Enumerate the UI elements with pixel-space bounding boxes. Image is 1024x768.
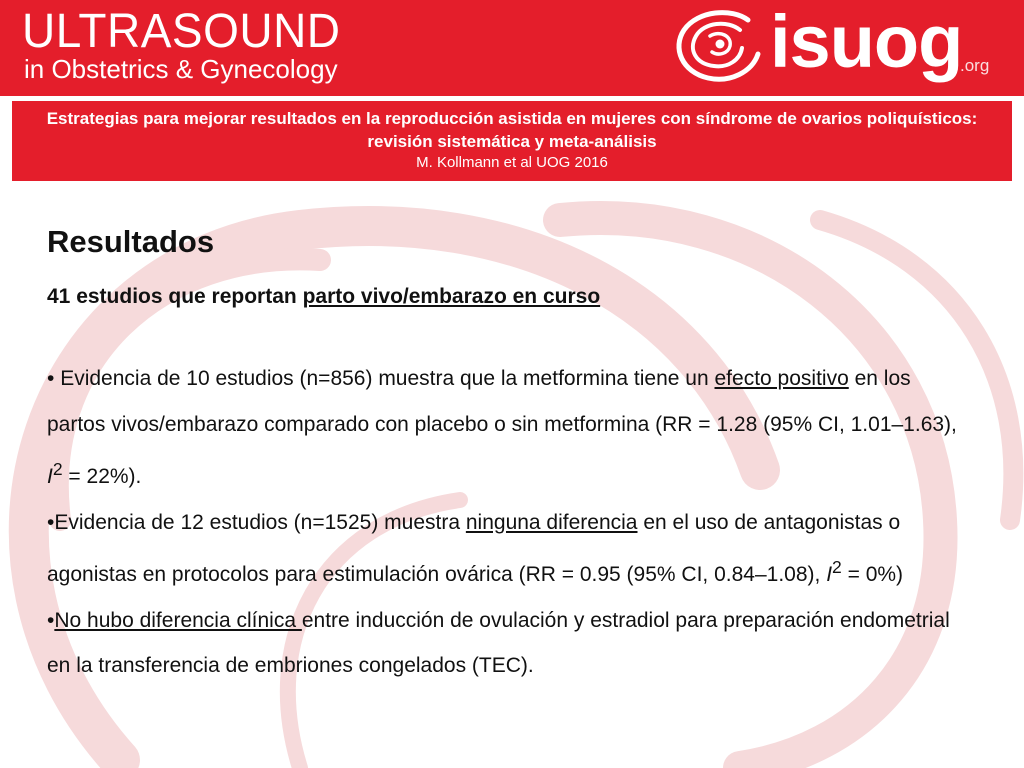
summary-prefix: 41 estudios que reportan xyxy=(47,285,303,308)
heterogeneity-value: = 0%) xyxy=(841,563,904,586)
journal-title: ULTRASOUND xyxy=(22,3,341,58)
result-highlight-underlined: ninguna diferencia xyxy=(465,510,638,534)
result-highlight-underlined: efecto positivo xyxy=(714,367,849,390)
heterogeneity-symbol: I xyxy=(47,465,53,488)
isuog-fetus-logo-icon xyxy=(674,6,764,86)
result-text: Evidencia de 12 estudios (n=1525) muestra xyxy=(54,510,466,534)
bullet: • xyxy=(47,510,55,534)
heterogeneity-symbol: I xyxy=(826,563,833,586)
result-highlight-underlined: No hubo diferencia clínica xyxy=(54,608,302,632)
result-text: entre inducción de ovulación y estradiol para preparación endometrial en la transferencia de embriones congelados (TEC). xyxy=(47,608,950,677)
journal-header-banner xyxy=(0,0,1024,96)
result-item-tec xyxy=(47,598,967,689)
heterogeneity-value: = 22%). xyxy=(62,465,142,488)
studies-summary xyxy=(47,283,967,311)
citation-author: M. Kollmann et al UOG 2016 xyxy=(416,154,608,171)
result-text: Evidencia de 10 estudios (n=856) muestra que la metformina tiene un xyxy=(60,367,715,390)
result-text: en el uso de antagonistas o agonistas en protocolos para estimulación ovárica (RR = 0.95 (95% CI, 0.84–1.08), xyxy=(47,510,901,586)
journal-subtitle: in Obstetrics & Gynecology xyxy=(24,54,338,84)
results-content xyxy=(47,222,967,689)
result-item-protocolos xyxy=(47,500,967,598)
isuog-logo-suffix: .org xyxy=(960,56,990,75)
citation-box xyxy=(12,101,1012,181)
citation-title: Estrategias para mejorar resultados en la reproducción asistida en mujeres con síndrome de ovarios poliquísticos: revisión sistemática y meta-análisis xyxy=(46,109,978,151)
bullet: • xyxy=(47,608,55,632)
summary-outcome-underlined: parto vivo/embarazo en curso xyxy=(302,285,601,308)
result-text: en los partos vivos/embarazo comparado con placebo o sin metformina (RR = 1.28 (95% CI, 1.01–1.63), xyxy=(47,367,957,436)
result-item-metformina xyxy=(47,356,967,500)
results-list xyxy=(47,356,967,689)
isuog-logo-text: isuog xyxy=(770,0,963,83)
section-title: Resultados xyxy=(47,224,215,259)
heterogeneity-exponent: 2 xyxy=(52,459,63,479)
heterogeneity-exponent: 2 xyxy=(832,557,842,577)
bullet: • xyxy=(47,367,61,390)
